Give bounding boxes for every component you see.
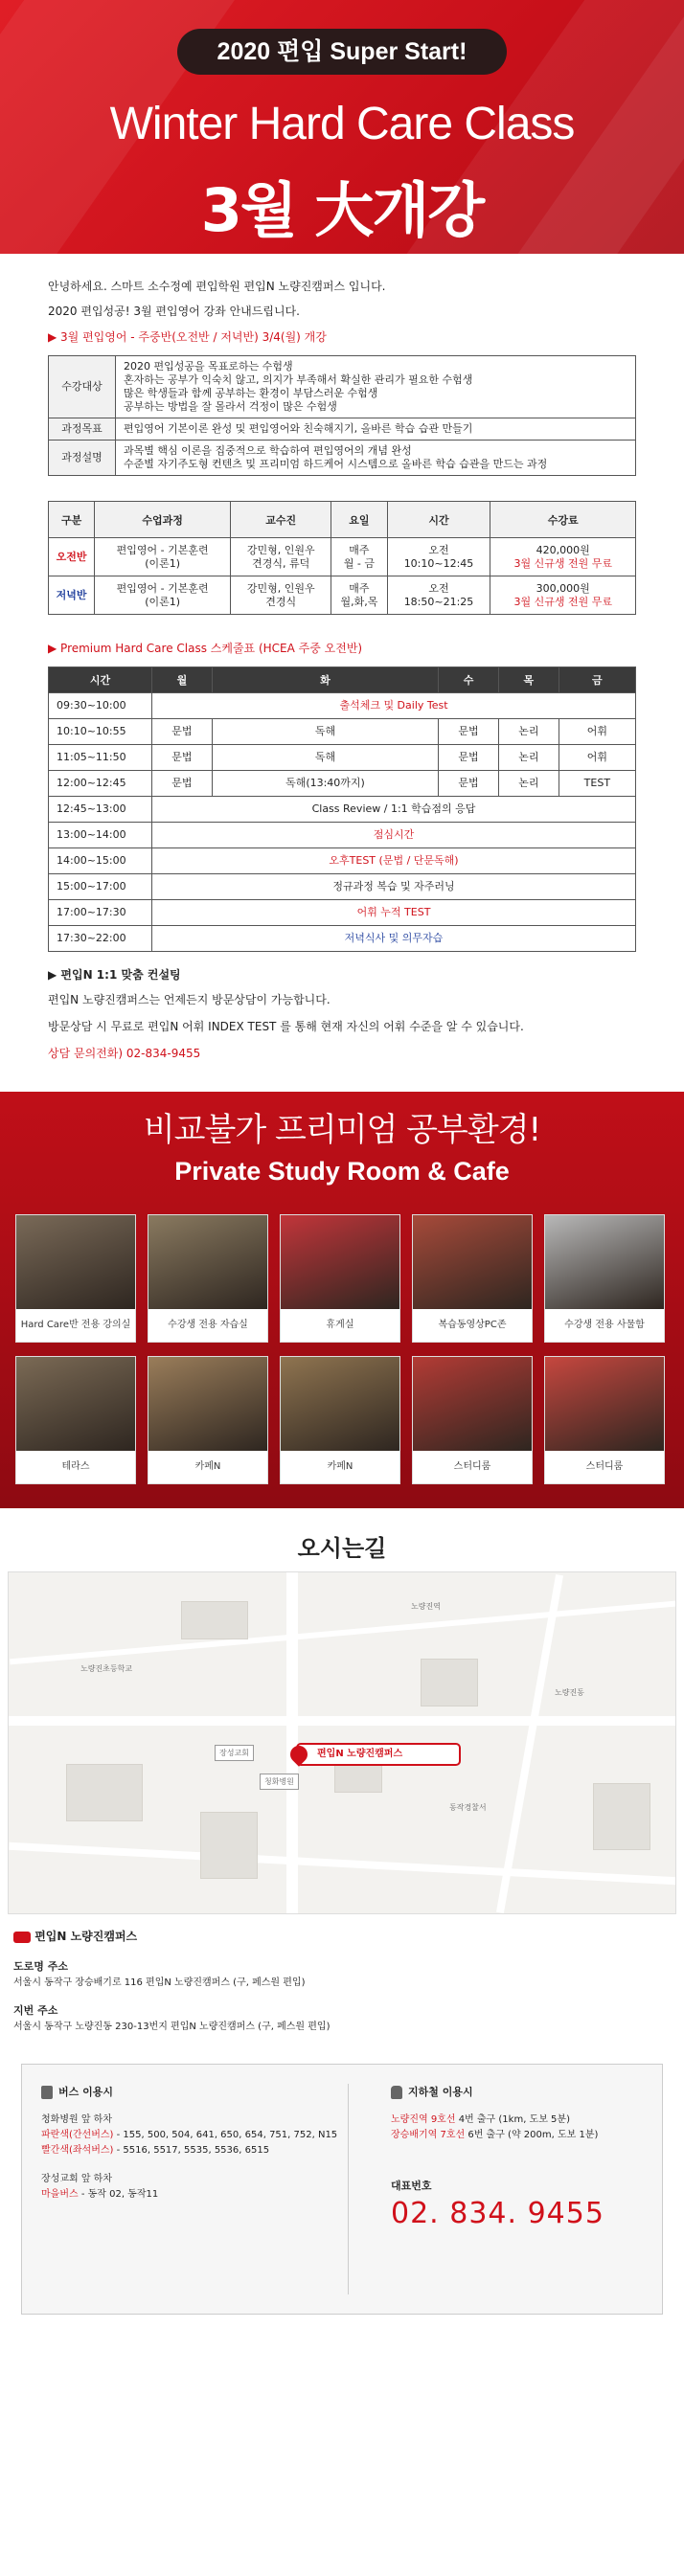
photo-image — [148, 1357, 267, 1451]
location-title: 오시는길 — [297, 1535, 387, 1562]
schedule-row — [49, 874, 636, 900]
logo-icon — [13, 1932, 31, 1943]
class-course: 편입영어 - 기본훈련 (이론1) — [95, 538, 231, 576]
intro-section — [0, 254, 684, 1063]
study-environment-section — [0, 1092, 684, 1508]
schedule-cell: 어휘 — [559, 745, 635, 771]
info-label: 수강대상 — [49, 356, 116, 418]
info-row — [49, 441, 636, 476]
map-label: 노량진초등학교 — [80, 1664, 133, 1673]
photo-caption: 카페N — [194, 1461, 221, 1472]
location-map[interactable] — [8, 1571, 676, 1914]
schedule-time: 14:00~15:00 — [49, 848, 152, 874]
subway-1-label: 노량진역 9호선 — [391, 2114, 456, 2125]
schedule-header: 수 — [439, 667, 499, 693]
bus-stop-2: 장성교회 앞 하차 — [41, 2174, 112, 2184]
subway-2-label: 장승배기역 7호선 — [391, 2130, 466, 2140]
study-photo — [544, 1356, 665, 1484]
schedule-cell: 독해 — [212, 719, 438, 745]
class-row — [49, 576, 636, 615]
schedule-header: 월 — [152, 667, 213, 693]
schedule-time: 11:05~11:50 — [49, 745, 152, 771]
schedule-time: 09:30~10:00 — [49, 693, 152, 719]
bus-red-routes: - 5516, 5517, 5535, 5536, 6515 — [113, 2145, 270, 2156]
schedule-cell: 논리 — [498, 719, 559, 745]
class-header: 구분 — [49, 502, 95, 538]
bus-village-label: 마을버스 — [41, 2189, 79, 2200]
hero-banner — [0, 0, 684, 254]
divider — [348, 2084, 349, 2294]
schedule-row — [49, 745, 636, 771]
class-fee: 420,000원 3월 신규생 전원 무료 — [490, 538, 636, 576]
schedule-cell: 논리 — [498, 771, 559, 797]
map-label: 노량진역 — [411, 1602, 441, 1611]
bus-icon — [41, 2086, 53, 2099]
schedule-cell: 문법 — [152, 745, 213, 771]
info-content: 과목별 핵심 이론을 집중적으로 학습하여 편입영어의 개념 완성 수준별 자기주도형 컨텐츠 및 프리미엄 하드케어 시스템으로 올바른 학습 습관을 만드는 과정 — [116, 441, 636, 476]
photo-image — [413, 1215, 532, 1309]
hero-title-en: Winter Hard Care Class — [109, 99, 575, 149]
class-header: 수강료 — [490, 502, 636, 538]
study-title-kr: 비교불가 프리미엄 공부환경! — [143, 1111, 541, 1149]
class-row — [49, 538, 636, 576]
phone-title: 대표번호 — [391, 2180, 432, 2192]
photo-image — [281, 1357, 399, 1451]
brand-logo — [13, 1928, 684, 1951]
bus-info — [41, 2084, 348, 2203]
schedule-row — [49, 823, 636, 848]
photo-caption: Hard Care반 전용 강의실 — [20, 1320, 131, 1330]
class-days: 매주 월 - 금 — [331, 538, 387, 576]
class-header: 요일 — [331, 502, 387, 538]
bus-red-line — [41, 2143, 348, 2158]
road-address: 서울시 동작구 장승배기로 116 편입N 노량진캠퍼스 (구, 페스원 편입) — [13, 1977, 306, 1988]
transport-box — [21, 2064, 663, 2315]
schedule-span: 저녁식사 및 의무자습 — [152, 926, 636, 952]
schedule-cell: 독해 — [212, 745, 438, 771]
map-label: 청화병원 — [260, 1774, 299, 1790]
photo-caption: 수강생 전용 사물함 — [564, 1320, 645, 1330]
class-course: 편입영어 - 기본훈련 (이론1) — [95, 576, 231, 615]
class-promo: 3월 신규생 전원 무료 — [513, 556, 612, 570]
subway-icon — [391, 2086, 402, 2099]
schedule-header: 시간 — [49, 667, 152, 693]
schedule-time: 17:00~17:30 — [49, 900, 152, 926]
photo-caption: 스터디룸 — [453, 1461, 491, 1472]
schedule-span: Class Review / 1:1 학습점의 응답 — [152, 797, 636, 823]
schedule-cell: TEST — [559, 771, 635, 797]
schedule-row — [49, 926, 636, 952]
address-section — [0, 1914, 684, 2035]
schedule-cell: 문법 — [152, 719, 213, 745]
class-fee: 300,000원 3월 신규생 전원 무료 — [490, 576, 636, 615]
intro-line-1: 안녕하세요. 스마트 소수정예 편입학원 편입N 노량진캠퍼스 입니다. — [48, 280, 386, 293]
hero-title-kr: 3월 大개강 — [200, 175, 484, 245]
info-row — [49, 356, 636, 418]
bus-village-routes: - 동작 02, 동작11 — [78, 2189, 159, 2200]
class-name: 오전반 — [49, 538, 95, 576]
schedule-header: 화 — [212, 667, 438, 693]
subway-line-2 — [391, 2128, 659, 2143]
subway-title-label: 지하철 이용시 — [408, 2086, 473, 2098]
info-label: 과정설명 — [49, 441, 116, 476]
class-header: 시간 — [387, 502, 490, 538]
subway-1-detail: 4번 출구 (1km, 도보 5분) — [455, 2114, 570, 2125]
class-promo: 3월 신규생 전원 무료 — [513, 595, 612, 608]
map-label: 동작경찰서 — [449, 1803, 487, 1812]
bus-blue-line — [41, 2128, 348, 2143]
lot-address-title: 지번 주소 — [13, 2004, 58, 2017]
study-photo — [544, 1214, 665, 1343]
schedule-header: 금 — [559, 667, 635, 693]
photo-caption: 스터디룸 — [585, 1461, 624, 1472]
schedule-row — [49, 771, 636, 797]
road-address-title: 도로명 주소 — [13, 1960, 68, 1973]
bus-title-label: 버스 이용시 — [58, 2086, 113, 2098]
class-teacher: 강민형, 인원우 견경식 — [231, 576, 331, 615]
map-label: 장성교회 — [215, 1745, 254, 1761]
study-photo — [15, 1356, 136, 1484]
schedule-time: 10:10~10:55 — [49, 719, 152, 745]
phone-number[interactable]: 02. 834. 9455 — [391, 2197, 604, 2230]
photo-image — [413, 1357, 532, 1451]
photo-image — [545, 1357, 664, 1451]
schedule-time: 12:00~12:45 — [49, 771, 152, 797]
schedule-span: 어휘 누적 TEST — [152, 900, 636, 926]
study-photo — [280, 1214, 400, 1343]
study-photo — [15, 1214, 136, 1343]
bus-blue-label: 파란색(간선버스) — [41, 2130, 114, 2140]
consult-title: ▶ 편입N 1:1 맞춤 컨설팅 — [48, 968, 181, 982]
info-row — [49, 418, 636, 441]
schedule-span: 오후TEST (문법 / 단문독해) — [152, 848, 636, 874]
class-teacher: 강민형, 인원우 견경식, 류덕 — [231, 538, 331, 576]
study-photo — [148, 1214, 268, 1343]
map-marker[interactable] — [296, 1743, 461, 1766]
schedule-row — [49, 719, 636, 745]
schedule-cell: 문법 — [439, 719, 499, 745]
schedule-cell: 문법 — [152, 771, 213, 797]
bus-village-line — [41, 2187, 348, 2203]
photo-image — [16, 1215, 135, 1309]
schedule-cell: 논리 — [498, 745, 559, 771]
photo-caption: 휴게실 — [326, 1320, 354, 1330]
class-time: 오전 18:50~21:25 — [387, 576, 490, 615]
class-header: 수업과정 — [95, 502, 231, 538]
info-content: 2020 편입성공을 목표로하는 수험생 혼자하는 공부가 익숙치 않고, 의지가 부족해서 확실한 관리가 필요한 수험생 많은 학생들과 함께 공부하는 환경이 부담스러운 수험생 공부하는 방법을 잘 몰라서 걱정이 많은 수험생 — [116, 356, 636, 418]
brand-name: 편입N 노량진캠퍼스 — [34, 1930, 138, 1943]
schedule-time: 15:00~17:00 — [49, 874, 152, 900]
photo-caption: 카페N — [327, 1461, 353, 1472]
bus-stop-1: 청화병원 앞 하차 — [41, 2114, 112, 2125]
bus-red-label: 빨간색(좌석버스) — [41, 2145, 114, 2156]
schedule-time: 13:00~14:00 — [49, 823, 152, 848]
schedule-header: 목 — [498, 667, 559, 693]
consult-phone[interactable]: 상담 문의전화) 02-834-9455 — [48, 1047, 201, 1060]
course-info-table — [48, 355, 636, 476]
schedule-span: 정규과정 복습 및 자주러닝 — [152, 874, 636, 900]
photo-image — [281, 1215, 399, 1309]
section-title-march: ▶ 3월 편입영어 - 주중반(오전반 / 저녁반) 3/4(월) 개강 — [48, 330, 327, 344]
class-name: 저녁반 — [49, 576, 95, 615]
info-label: 과정목표 — [49, 418, 116, 441]
schedule-row — [49, 848, 636, 874]
consult-line-2: 방문상담 시 무료로 편입N 어휘 INDEX TEST 를 통해 현재 자신의 어휘 수준을 알 수 있습니다. — [48, 1020, 524, 1033]
info-content: 편입영어 기본이론 완성 및 편입영어와 친숙해지기, 올바른 학습 습관 만들기 — [116, 418, 636, 441]
schedule-row — [49, 900, 636, 926]
subway-info — [391, 2084, 659, 2230]
study-photo — [148, 1356, 268, 1484]
photo-image — [16, 1357, 135, 1451]
schedule-cell: 문법 — [439, 771, 499, 797]
schedule-time: 17:30~22:00 — [49, 926, 152, 952]
photo-image — [148, 1215, 267, 1309]
schedule-table — [48, 667, 636, 952]
map-label: 노량진동 — [555, 1688, 584, 1697]
study-photo — [412, 1356, 533, 1484]
schedule-row — [49, 693, 636, 719]
schedule-time: 12:45~13:00 — [49, 797, 152, 823]
hero-badge: 2020 편입 Super Start! — [177, 29, 507, 75]
photo-caption: 복습동영상PC존 — [438, 1320, 507, 1330]
study-title-en: Private Study Room & Cafe — [174, 1157, 510, 1186]
schedule-span: 점심시간 — [152, 823, 636, 848]
subway-title — [391, 2084, 659, 2099]
schedule-span: 출석체크 및 Daily Test — [152, 693, 636, 719]
schedule-cell: 어휘 — [559, 719, 635, 745]
subway-2-detail: 6번 출구 (약 200m, 도보 1분) — [465, 2130, 599, 2140]
map-marker-label: 편입N 노량진캠퍼스 — [317, 1749, 403, 1759]
schedule-cell: 독해(13:40까지) — [212, 771, 438, 797]
schedule-row — [49, 797, 636, 823]
class-days: 매주 월,화,목 — [331, 576, 387, 615]
photo-image — [545, 1215, 664, 1309]
study-photo — [280, 1356, 400, 1484]
consult-line-1: 편입N 노량진캠퍼스는 언제든지 방문상담이 가능합니다. — [48, 993, 331, 1006]
intro-line-2: 2020 편입성공! 3월 편입영어 강좌 안내드립니다. — [48, 305, 300, 318]
lot-address: 서울시 동작구 노량진동 230-13번지 편입N 노량진캠퍼스 (구, 페스원 편입) — [13, 2022, 331, 2032]
bus-title — [41, 2084, 348, 2099]
class-header: 교수진 — [231, 502, 331, 538]
subway-line-1 — [391, 2113, 659, 2128]
schedule-title: ▶ Premium Hard Care Class 스케줄표 (HCEA 주중 오전반) — [48, 642, 363, 655]
class-time: 오전 10:10~12:45 — [387, 538, 490, 576]
photo-caption: 수강생 전용 자습실 — [168, 1320, 248, 1330]
bus-blue-routes: - 155, 500, 504, 641, 650, 654, 751, 752, N15 — [113, 2130, 338, 2140]
class-table — [48, 501, 636, 615]
schedule-cell: 문법 — [439, 745, 499, 771]
study-photo — [412, 1214, 533, 1343]
photo-caption: 테라스 — [61, 1461, 90, 1472]
